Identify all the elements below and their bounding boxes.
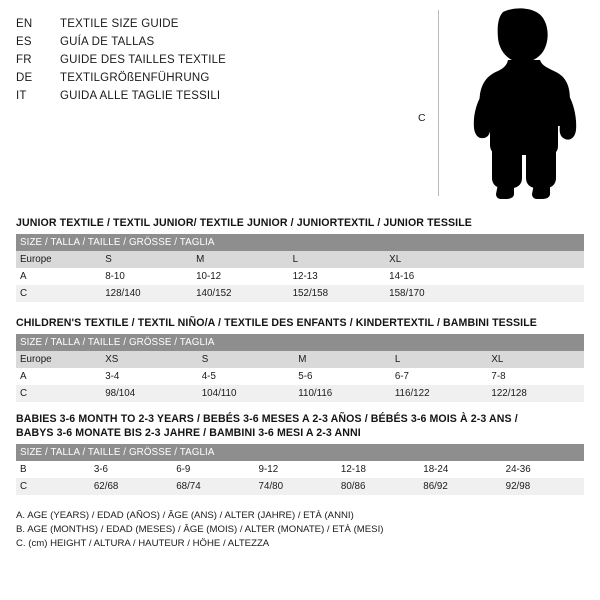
section-title-line1: BABIES 3-6 MONTH TO 2-3 YEARS / BEBÉS 3-6 MESES A 2-3 AÑOS / BÉBÉS 3-6 MOIS À 2-3 ANS / (16, 413, 518, 425)
column-header: S (198, 351, 295, 368)
section-babies (16, 412, 584, 495)
section-title (16, 412, 584, 440)
column-header: XL (487, 351, 584, 368)
table-row (16, 268, 584, 285)
cell: 62/68 (90, 478, 172, 495)
cell: 92/98 (502, 478, 584, 495)
table-band-size-label (16, 234, 584, 251)
legend-line-a: A. AGE (YEARS) / EDAD (AÑOS) / ÂGE (ANS) / ALTER (JAHRE) / ETÀ (ANNI) (16, 510, 354, 521)
table-row (16, 461, 584, 478)
language-code: ES (16, 36, 32, 48)
cell: 158/170 (385, 285, 482, 302)
cell: 6-7 (391, 368, 488, 385)
child-silhouette-icon (470, 8, 580, 200)
column-header: L (391, 351, 488, 368)
column-header: XS (101, 351, 198, 368)
language-code: EN (16, 18, 33, 30)
section-title-line2: BABYS 3-6 MONATE BIS 2-3 JAHRE / BAMBINI 3-6 MESI A 2-3 ANNI (16, 427, 361, 439)
cell: 24-36 (502, 461, 584, 478)
language-title: TEXTILGRÖßENFÜHRUNG (60, 72, 210, 84)
row-label: C (16, 285, 101, 302)
row-label: C (16, 478, 90, 495)
cell: 14-16 (385, 268, 482, 285)
language-title: GUIDE DES TAILLES TEXTILE (60, 54, 227, 66)
cell: 98/104 (101, 385, 198, 402)
language-row (16, 88, 226, 104)
babies-size-table (16, 444, 584, 495)
cell: 128/140 (101, 285, 192, 302)
legend-line-c: C. (cm) HEIGHT / ALTURA / HAUTEUR / HÖHE / ALTEZZA (16, 538, 270, 549)
cell: 86/92 (419, 478, 501, 495)
language-row (16, 52, 226, 68)
language-row (16, 16, 226, 32)
children-size-table (16, 334, 584, 402)
figure-area (410, 8, 580, 203)
language-title: GUÍA DE TALLAS (60, 36, 155, 48)
cell: 10-12 (192, 268, 289, 285)
language-title: GUIDA ALLE TAGLIE TESSILI (60, 90, 221, 102)
cell: 152/158 (289, 285, 386, 302)
cell: 8-10 (101, 268, 192, 285)
section-title: JUNIOR TEXTILE / TEXTIL JUNIOR/ TEXTILE JUNIOR / JUNIORTEXTIL / JUNIOR TESSILE (16, 217, 472, 229)
cell: 5-6 (294, 368, 391, 385)
junior-size-table (16, 234, 584, 302)
column-header: M (192, 251, 289, 268)
table-row (16, 285, 584, 302)
cell: 12-18 (337, 461, 419, 478)
table-row (16, 251, 584, 268)
language-title: TEXTILE SIZE GUIDE (60, 18, 179, 30)
table-row (16, 385, 584, 402)
column-header: M (294, 351, 391, 368)
language-list (16, 14, 226, 104)
cell: 80/86 (337, 478, 419, 495)
size-band-label: SIZE / TALLA / TAILLE / GRÖSSE / TAGLIA (16, 334, 584, 351)
size-band-label: SIZE / TALLA / TAILLE / GRÖSSE / TAGLIA (16, 234, 584, 251)
legend-line-b: B. AGE (MONTHS) / EDAD (MESES) / ÂGE (MOIS) / ALTER (MONATE) / ETÀ (MESI) (16, 524, 384, 535)
cell: 68/74 (172, 478, 254, 495)
column-header: L (289, 251, 386, 268)
cell: 6-9 (172, 461, 254, 478)
language-row (16, 34, 226, 50)
cell: 140/152 (192, 285, 289, 302)
cell: 12-13 (289, 268, 386, 285)
language-row (16, 70, 226, 86)
cell: 18-24 (419, 461, 501, 478)
table-row (16, 351, 584, 368)
cell (482, 268, 584, 285)
measure-label-c: C (418, 112, 426, 124)
table-band-size-label (16, 334, 584, 351)
language-code: IT (16, 90, 27, 102)
column-header: Europe (16, 251, 101, 268)
section-junior (16, 216, 584, 302)
table-row (16, 478, 584, 495)
table-band-size-label (16, 444, 584, 461)
size-band-label: SIZE / TALLA / TAILLE / GRÖSSE / TAGLIA (16, 444, 584, 461)
cell: 3-6 (90, 461, 172, 478)
cell: 110/116 (294, 385, 391, 402)
height-measure-line (438, 10, 439, 196)
legend (16, 509, 584, 551)
cell (482, 285, 584, 302)
column-header: S (101, 251, 192, 268)
row-label: B (16, 461, 90, 478)
cell: 9-12 (255, 461, 337, 478)
cell: 122/128 (487, 385, 584, 402)
cell: 104/110 (198, 385, 295, 402)
language-code: FR (16, 54, 32, 66)
cell: 116/122 (391, 385, 488, 402)
section-children (16, 316, 584, 402)
column-header: Europe (16, 351, 101, 368)
table-row (16, 368, 584, 385)
section-title: CHILDREN'S TEXTILE / TEXTIL NIÑO/A / TEXTILE DES ENFANTS / KINDERTEXTIL / BAMBINI TESSILE (16, 317, 537, 329)
cell: 74/80 (255, 478, 337, 495)
row-label: C (16, 385, 101, 402)
row-label: A (16, 268, 101, 285)
cell: 7-8 (487, 368, 584, 385)
language-code: DE (16, 72, 33, 84)
row-label: A (16, 368, 101, 385)
column-header (482, 251, 584, 268)
column-header: XL (385, 251, 482, 268)
cell: 4-5 (198, 368, 295, 385)
cell: 3-4 (101, 368, 198, 385)
